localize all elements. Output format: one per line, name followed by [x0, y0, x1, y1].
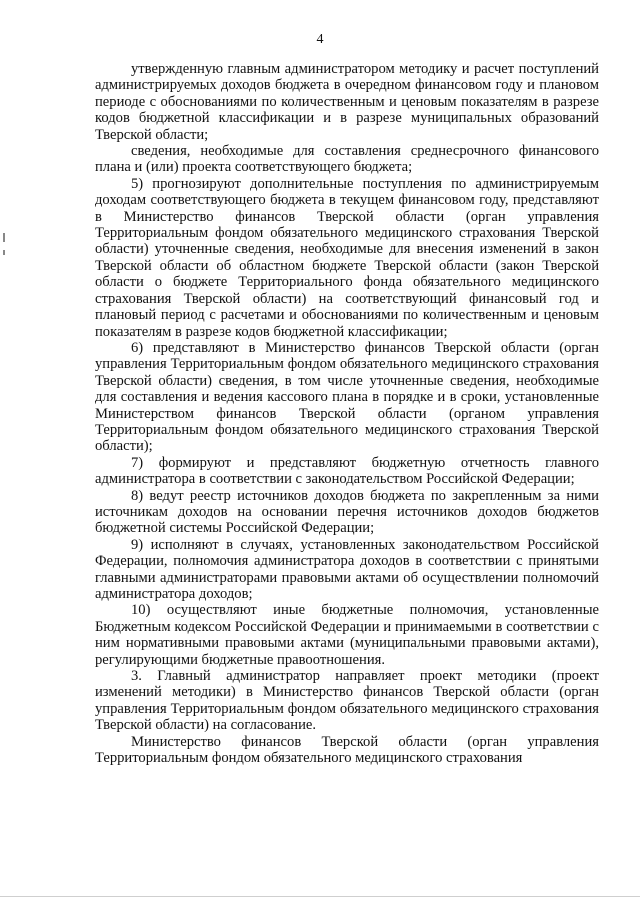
paragraph-item-8: 8) ведут реестр источников доходов бюджета по закрепленным за ними источникам доходов на основании перечня источников доходов бюджетов бюджетной системы Российской Федерации;	[95, 487, 599, 537]
scan-artifact	[3, 233, 5, 242]
paragraph-information: сведения, необходимые для составления среднесрочного финансового плана и (или) проекта соответствующего бюджета;	[95, 143, 599, 176]
paragraph-item-6: 6) представляют в Министерство финансов Тверской области (орган управления Территориальным фондом обязательного медицинского страхования Тверской области) сведения, в том числе уточненные сведения, необходимые для составления и ведения кассового плана в порядке и в сроки, установленные Министерством финансов Тверской области (органом управления Территориальным фондом обязательного медицинского страхования Тверской области);	[95, 339, 599, 455]
paragraph-item-9: 9) исполняют в случаях, установленных законодательством Российской Федерации, полномочия администратора доходов в соответствии с принятыми главными администраторами правовыми актами об осуществлении полномочий администратора доходов;	[95, 536, 599, 602]
paragraph-item-7: 7) формируют и представляют бюджетную отчетность главного администратора в соответствии с законодательством Российской Федерации;	[95, 454, 599, 488]
paragraph-section-3: 3. Главный администратор направляет проект методики (проект изменений методики) в Министерство финансов Тверской области (орган управления Территориальным фондом обязательного медицинского страхования Тверской области) на согласование.	[95, 668, 599, 734]
document-body	[95, 61, 599, 766]
paragraph-item-10: 10) осуществляют иные бюджетные полномочия, установленные Бюджетным кодексом Российской Федерации и принимаемыми в соответствии с ним нормативными правовыми актами (муниципальными правовыми актами), регулирующими бюджетные правоотношения.	[95, 602, 599, 668]
scan-artifact	[3, 250, 5, 255]
page-number: 4	[316, 32, 324, 47]
paragraph-ministry: Министерство финансов Тверской области (орган управления Территориальным фондом обязательного медицинского страхования	[95, 733, 599, 767]
paragraph-item-5: 5) прогнозируют дополнительные поступления по администрируемым доходам соответствующего бюджета в текущем финансовом году, представляют в Министерство финансов Тверской области (орган управления Территориальным фондом обязательного медицинского страхования Тверской области) уточненные сведения, необходимые для внесения изменений в закон Тверской области об областном бюджете Тверской области (закон Тверской области о бюджете Территориального фонда обязательного медицинского страхования Тверской области) на соответствующий финансовый год и плановый период с расчетами и обоснованиями по количественным и ценовым показателям в разрезе кодов бюджетной классификации;	[95, 175, 599, 340]
page-bottom-edge	[0, 896, 640, 897]
paragraph-methodology: утвержденную главным администратором методику и расчет поступлений администрируемых доходов бюджета в очередном финансовом году и плановом периоде с обоснованиями по количественным и ценовым показателям в разрезе кодов бюджетной классификации и в разрезе муниципальных образований Тверской области;	[95, 61, 599, 143]
